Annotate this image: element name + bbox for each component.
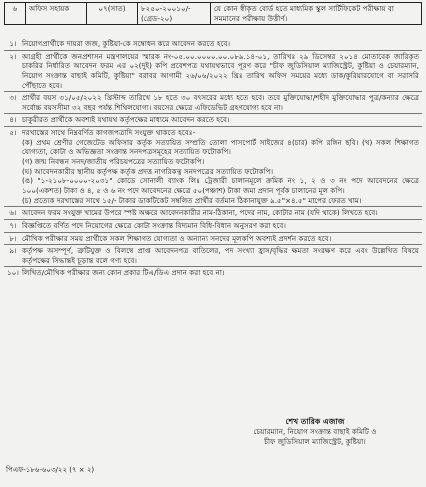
clause-text — [22, 268, 422, 278]
list-item — [4, 219, 422, 232]
list-item — [4, 266, 422, 279]
clause-line: আগ্রহী প্রার্থীকে জনপ্রশাসন মন্ত্রণালয়ের স্মারক নং-০৫.০০.০০০০.০০.০৮৯.১৪-০১, তারিখঃ ২৯ ডিসেম্বর ২০১৪ মোতাবেক জারিকৃত চাকরির নির্ধারিত আবেদন ফরম এর ০২(দুই) কপি প্রবেশপত্র যথাযথভাবে পূরণ করে "চীফ জুডিসিয়াল ম্যাজিস্ট্রেট, কুষ্টিয়া ও চেয়ারম্যান, নিয়োগ সংক্রান্ত বাছাই কমিটি, কুষ্টিয়া" বরাবর আগামী ২৬/০৬/২০২২ খ্রিঃ তারিখ অফিস সময়ের মধ্যে ডাক/কুরিয়ারযোগে বা সরাসরি পৌঁছাতে হবে। — [22, 51, 419, 90]
clause-line: প্রার্থীর বয়স ৩১/০৫/২০২২ খ্রিস্টাব্দ তারিখে ১৮ হতে ৩০ বৎসরের মধ্যে হতে হবে। তবে মুক্তিযোদ্ধা/শহীদ মুক্তিযোদ্ধার পুত্র/কন্যার ক্ষেত্রে সর্বোচ্চ বয়সসীমা ৩২ বছর পর্যন্ত শিথিলযোগ্য। বয়সের ক্ষেত্রে এফিডেভিট গ্রহণযোগ্য হবে না। — [22, 93, 419, 112]
clause-number: ৯। — [9, 246, 17, 256]
clause-line: (গ) জন্ম নিবন্ধন সনদ/জাতীয় পরিচয়পত্রের সত্যায়িত ফটোকপি। — [22, 157, 205, 167]
clause-line: বিজ্ঞপ্তিতে বর্ণিত পদে নিয়োগের ক্ষেত্রে কোটা সংক্রান্ত বিদ্যমান বিধি-বিধান অনুসরণ করা হবে। — [22, 220, 286, 230]
clause-number: ৪। — [9, 115, 17, 125]
clause-text — [22, 52, 422, 91]
clause-number: ১। — [9, 39, 17, 48]
list-item — [4, 206, 422, 219]
count-cell: ০৭(সাত) — [87, 3, 138, 25]
list-item — [4, 244, 422, 266]
clause-number: ৫। — [9, 128, 17, 138]
clause-line: দরখাস্তের সাথে নিম্নবর্ণিত কাগজপত্রাদি সংযুক্ত থাকতে হবেঃ- — [22, 128, 196, 138]
clause-number: ২। — [9, 51, 17, 61]
signatory-title: চেয়ারম্যান, নিয়োগ সংক্রান্ত বাছাই কমিটি ও — [253, 427, 377, 437]
clause-line: নিয়োগপ্রার্থীকে দায়রা জজ, কুষ্টিয়া-কে সম্বোধন করে আবেদন করতে হবে। — [22, 39, 231, 48]
clause-text — [22, 246, 422, 265]
clause-number: ১০। — [7, 268, 19, 278]
scale-cell: ৮২৫০-২০০১০/- (গ্রেড-২০) — [138, 3, 211, 25]
clause-line: লিখিত/মৌখিক পরীক্ষার জন্য কোন প্রকার টিএ/ডিএ প্রদান করা হবে না। — [22, 268, 225, 278]
list-item — [4, 38, 422, 50]
clause-text — [22, 208, 422, 218]
list-item — [4, 126, 422, 206]
signatory-name: শেখ তারিক এজাজ — [285, 417, 345, 426]
table-row — [5, 3, 422, 25]
signatory-office: চীফ জুডিসিয়াল ম্যাজিস্ট্রেট, কুষ্টিয়া। — [264, 436, 366, 446]
clause-number: ৭। — [9, 220, 17, 230]
serial-cell: ৬ — [5, 3, 26, 25]
clause-text — [22, 128, 422, 205]
clause-text — [22, 39, 422, 49]
clause-text — [22, 115, 422, 125]
clause-line: মৌখিক পরীক্ষার সময় প্রার্থীকে সকল শিক্ষাগত যোগ্যতা ও অন্যান্য সনদের মূলকপি অবশ্যই প্রদর্শন করতে হবে। — [22, 233, 332, 243]
clause-line: (ক) প্রথম শ্রেণীর গেজেটেড অফিসার কর্তৃক সত্যায়িত সম্প্রতি তোলা পাসপোর্ট সাইজের ৪(চার) কপি রঙ্গিন ছবি। (খ) সকল শিক্ষাগত যোগ্যতা, কোটা ও অভিজ্ঞতা সংক্রান্ত সনদপত্রসমূহের সত্যায়িত ফটোকপি। — [22, 137, 419, 157]
clause-text — [22, 234, 422, 244]
clause-line: চাকুরীরত প্রার্থীকে অবশ্যই যথাযথ কর্তৃপক্ষের মাধ্যমে আবেদন করতে হবে। — [22, 115, 230, 125]
qualification-cell: যে কোন স্বীকৃত বোর্ড হতে মাধ্যমিক স্কুল সার্টিফিকেট পরীক্ষায় বা সমমানের পরীক্ষায় উত্তীর্ণ। — [211, 3, 422, 25]
clause-text — [22, 221, 422, 231]
list-item — [4, 91, 422, 113]
list-item — [4, 50, 422, 92]
clause-line: (ঘ) আবেদনকারীর স্থানীয় কর্তৃপক্ষ কর্তৃক প্রদত্ত নাগরিকত্ব সনদপত্রের সত্যায়িত ফটোকপি। — [22, 166, 274, 176]
clause-line: (চ) প্রত্যেক দরখাস্তের সাথে ১৫/- টাকার ডাকটিকেট সম্বলিত প্রার্থীর বর্তমান ঠিকানাযুক্ত ৯.৫"×৪.৫" মাপের ফেরত খাম। — [22, 195, 362, 205]
post-table — [4, 2, 422, 25]
list-item — [4, 113, 422, 126]
clause-text — [22, 93, 422, 112]
list-item — [4, 232, 422, 245]
clause-list — [4, 38, 422, 279]
clause-line: (ঙ) "১-২১০৮-০০০০-২০৩১" কোডে সোনালী ব্যাংক লিঃ ট্রেজারী চালানমূলে ক্রমিক নং ১, ২ ও ৩ নং পদে আবেদনের ক্ষেত্রে ১০০(একশত) টাকা ও ৪, ৫ ও ৬ নং পদে আবেদনের ক্ষেত্রে ৫০(পঞ্চাশ) টাকা জমা প্রদান পূর্বক চালানের মূল কপি। — [22, 176, 419, 195]
clause-line: কর্তৃপক্ষ অসম্পূর্ণ, ত্রুটিযুক্ত ও বিলম্বে প্রাপ্ত আবেদনপত্র বাতিলের, পদ সংখ্যা হ্রাস/বৃদ্ধির ক্ষমতা সংরক্ষণ করে এবং উল্লেখিত বিষয়ে কর্তৃপক্ষের সিদ্ধান্তই চূড়ান্ত বলে গণ্য হবে। — [22, 246, 419, 265]
clause-number: ৮। — [9, 233, 17, 243]
clause-line: আবেদন ফরম সংযুক্ত খামের উপরে স্পষ্ট অক্ষরে আবেদনকারীর নাম-ঠিকানা, পদের নাম, কোটার নাম (যদি থাকে) লিখতে হবে। — [22, 208, 378, 218]
clause-number: ৩। — [9, 93, 17, 103]
signature-block — [210, 417, 420, 446]
post-cell: অফিস সহায়ক — [26, 3, 87, 25]
clause-number: ৬। — [9, 208, 17, 218]
reference-code: পিএফ-১৮৬-৬০৩/২২ (৭ × ২) — [6, 466, 95, 474]
